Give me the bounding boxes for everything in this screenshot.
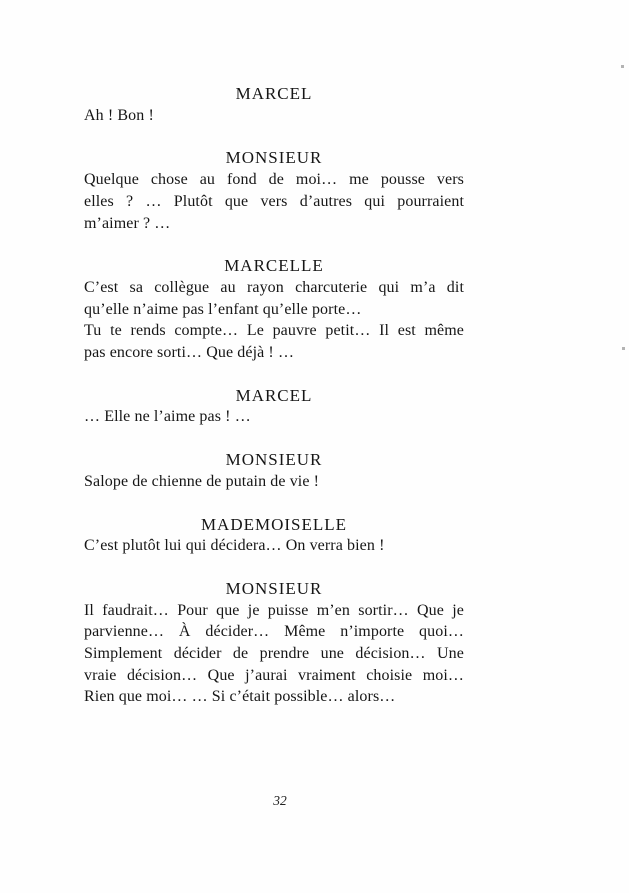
dialogue-line: Salope de chienne de putain de vie ! (84, 472, 320, 490)
speaker-name: MARCELLE (224, 256, 324, 276)
speech-block-mademoiselle (84, 514, 464, 557)
speaker-name: MONSIEUR (225, 450, 323, 470)
scan-speck (622, 347, 625, 350)
dialogue-line: Quelque chose au fond de moi… me pousse vers (84, 171, 464, 189)
dialogue-line: C’est sa collègue au rayon charcuterie qui m’a dit (84, 278, 464, 296)
page-number: 32 (273, 793, 287, 808)
speaker-name: MARCEL (235, 84, 313, 103)
speaker-name: MARCEL (235, 385, 313, 405)
dialogue-line: qu’elle n’aime pas l’enfant qu’elle porte… (84, 300, 362, 318)
dialogue-line: parvienne… À décider… Même n’importe quoi… (84, 623, 464, 641)
speech-block-marcelle (84, 255, 464, 364)
text-column (84, 83, 464, 729)
speaker-name: MADEMOISELLE (200, 514, 348, 534)
speech-block-monsieur-1 (84, 147, 464, 234)
dialogue-line: C’est plutôt lui qui décidera… On verra bien ! (84, 537, 385, 555)
dialogue-line: elles ? … Plutôt que vers d’autres qui pourraient (84, 192, 464, 210)
dialogue-line: m’aimer ? … (84, 214, 171, 232)
speech-block-marcel-1 (84, 83, 464, 126)
scan-speck (621, 65, 624, 68)
dialogue-line: vraie décision… Que j’aurai vraiment choisie moi… (84, 666, 464, 684)
speech-block-monsieur-2 (84, 449, 464, 492)
dialogue-line: … Elle ne l’aime pas ! … (84, 408, 251, 426)
dialogue-line: Ah ! Bon ! (84, 106, 154, 124)
speech-block-monsieur-3 (84, 578, 464, 708)
speaker-name: MONSIEUR (225, 578, 323, 598)
dialogue-line: Tu te rends compte… Le pauvre petit… Il est même (84, 322, 464, 340)
dialogue-line: Il faudrait… Pour que je puisse m’en sortir… Que je (84, 601, 464, 619)
dialogue-line: pas encore sorti… Que déjà ! … (84, 344, 295, 362)
dialogue-line: Simplement décider de prendre une décision… Une (84, 645, 464, 663)
speaker-name: MONSIEUR (225, 148, 323, 168)
dialogue-line: Rien que moi… … Si c’était possible… alors… (84, 688, 396, 706)
speech-block-marcel-2 (84, 385, 464, 428)
